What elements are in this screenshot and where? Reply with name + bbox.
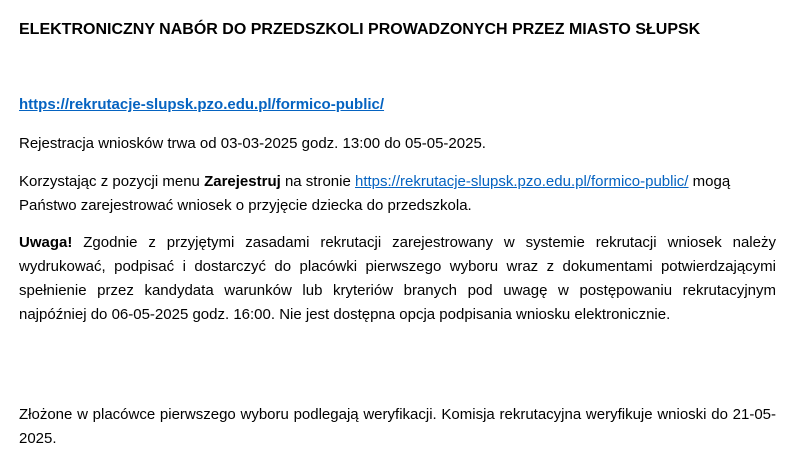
verification-paragraph: Złożone w placówce pierwszego wyboru podlegają weryfikacji. Komisja rekrutacyjna weryfikuje wnioski do 21-05-2025. xyxy=(19,406,776,447)
warning-text: Zgodnie z przyjętymi zasadami rekrutacji zarejestrowany w systemie rekrutacji wniosek należy wydrukować, podpisać i dostarczyć do placówki pierwszego wyboru wraz z dokumentami potwierdzającymi spełnienie przez kandydata warunków lub kryteriów branych pod uwagę w postępowaniu rekrutacyjnym najpóźniej do 06-05-2025 godz. 16:00. Nie jest dostępna opcja podpisania wniosku elektronicznie. xyxy=(19,234,776,323)
instructions-text-before: Korzystając z pozycji menu xyxy=(19,173,205,190)
registration-period-text: Rejestracja wniosków trwa od 03-03-2025 godz. 13:00 do 05-05-2025. xyxy=(19,135,486,152)
page-title: ELEKTRONICZNY NABÓR DO PRZEDSZKOLI PROWADZONYCH PRZEZ MIASTO SŁUPSK xyxy=(19,21,701,38)
recruitment-portal-inline-link[interactable]: https://rekrutacje-slupsk.pzo.edu.pl/formico-public/ xyxy=(355,173,689,190)
menu-item-name: Zarejestruj xyxy=(204,173,281,190)
instructions-text-middle: na stronie xyxy=(280,173,355,190)
warning-label: Uwaga! xyxy=(19,234,73,251)
instructions-text-after: mogą Państwo zarejestrować wniosek o przyjęcie dziecka do przedszkola. xyxy=(19,173,731,214)
recruitment-portal-link[interactable]: https://rekrutacje-slupsk.pzo.edu.pl/formico-public/ xyxy=(19,96,385,113)
warning-paragraph xyxy=(19,231,776,327)
instructions-paragraph xyxy=(19,170,776,218)
